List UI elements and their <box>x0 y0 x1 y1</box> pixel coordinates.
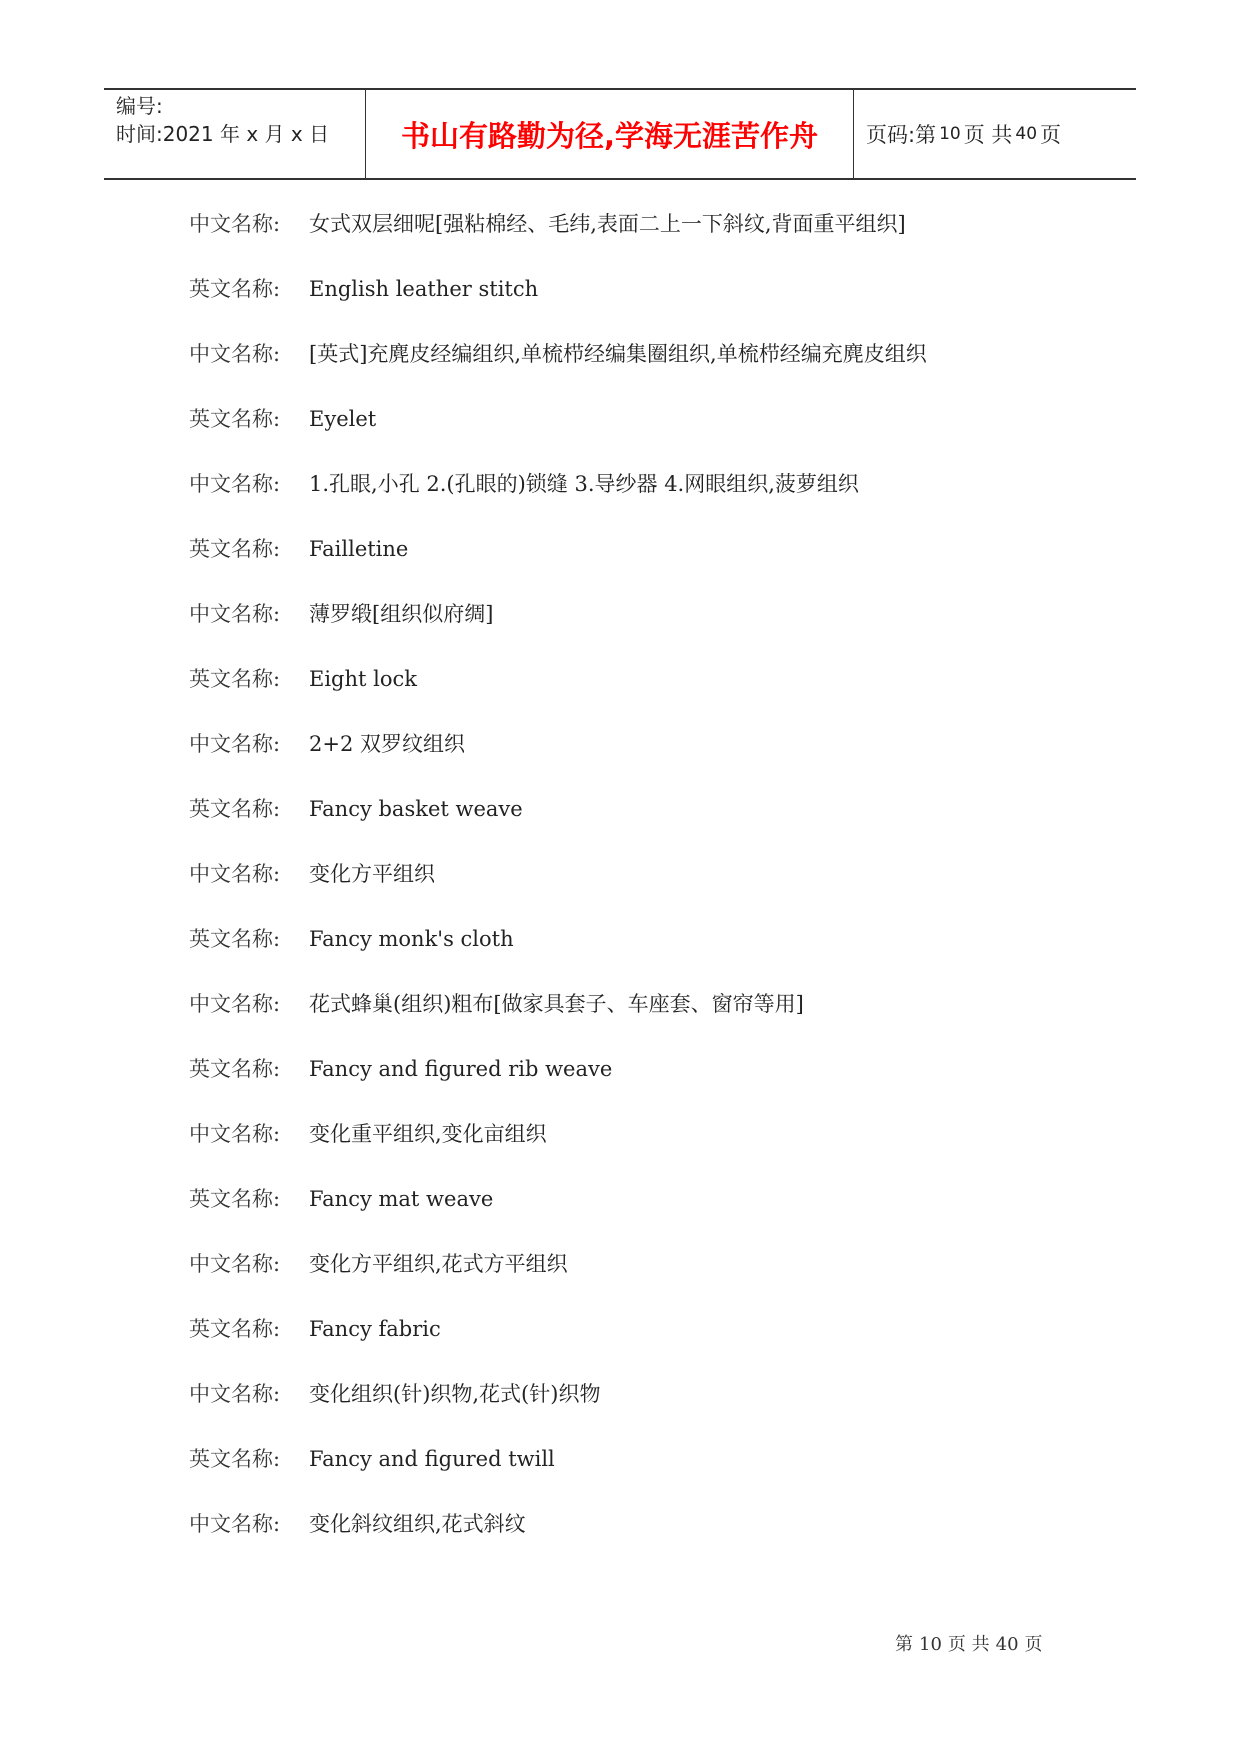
entry-value: 变化方平组织,花式方平组织 <box>309 1252 568 1276</box>
glossary-entry <box>189 1379 1089 1444</box>
entry-value: Fancy fabric <box>309 1317 441 1341</box>
entry-value: Fancy and figured twill <box>309 1447 555 1471</box>
entry-value: Fancy monk's cloth <box>309 927 514 951</box>
entry-label: 中文名称: <box>189 1512 281 1536</box>
glossary-entry <box>189 1184 1089 1249</box>
entry-label: 中文名称: <box>189 992 281 1016</box>
entry-label: 英文名称: <box>189 1187 281 1211</box>
entry-value: 1.孔眼,小孔 2.(孔眼的)锁缝 3.导纱器 4.网眼组织,菠萝组织 <box>309 472 859 496</box>
glossary-entry <box>189 1054 1089 1119</box>
entry-label: 英文名称: <box>189 537 281 561</box>
entry-value: English leather stitch <box>309 277 539 301</box>
footer-total: 40 <box>995 1634 1019 1655</box>
entry-label: 中文名称: <box>189 342 281 366</box>
glossary-entry <box>189 1314 1089 1379</box>
glossary-entry <box>189 534 1089 599</box>
entry-label: 中文名称: <box>189 1122 281 1146</box>
entry-label: 中文名称: <box>189 862 281 886</box>
glossary-entry <box>189 339 1089 404</box>
document-time-label: 时间:2021 年 x 月 x 日 <box>116 122 330 146</box>
entry-label: 英文名称: <box>189 1057 281 1081</box>
glossary-entries <box>189 209 1089 1574</box>
glossary-entry <box>189 1444 1089 1509</box>
glossary-entry <box>189 664 1089 729</box>
entry-label: 中文名称: <box>189 1382 281 1406</box>
glossary-entry <box>189 1249 1089 1314</box>
footer-mid: 页 共 <box>947 1634 990 1655</box>
header-page-info <box>854 90 1136 178</box>
page-mid: 页 共 <box>963 123 1013 147</box>
glossary-entry <box>189 1119 1089 1184</box>
glossary-entry <box>189 469 1089 534</box>
page-suffix: 页 <box>1040 123 1062 147</box>
glossary-entry <box>189 1509 1089 1574</box>
entry-value: 女式双层细呢[强粘棉经、毛纬,表面二上一下斜纹,背面重平组织] <box>309 212 906 236</box>
entry-label: 英文名称: <box>189 797 281 821</box>
page-header <box>104 88 1136 180</box>
entry-value: Fancy basket weave <box>309 797 523 821</box>
entry-label: 英文名称: <box>189 1447 281 1471</box>
entry-label: 中文名称: <box>189 212 281 236</box>
page-total: 40 <box>1015 124 1038 144</box>
glossary-entry <box>189 859 1089 924</box>
footer-current: 10 <box>919 1634 942 1655</box>
entry-label: 中文名称: <box>189 1252 281 1276</box>
entry-value: 花式蜂巢(组织)粗布[做家具套子、车座套、窗帘等用] <box>309 992 804 1016</box>
entry-label: 中文名称: <box>189 602 281 626</box>
header-motto: 书山有路勤为径,学海无涯苦作舟 <box>366 90 854 178</box>
entry-label: 中文名称: <box>189 732 281 756</box>
entry-label: 英文名称: <box>189 277 281 301</box>
glossary-entry <box>189 924 1089 989</box>
glossary-entry <box>189 404 1089 469</box>
entry-value: 薄罗缎[组织似府绸] <box>309 602 494 626</box>
entry-label: 英文名称: <box>189 667 281 691</box>
footer-suffix: 页 <box>1024 1634 1043 1655</box>
entry-value: Eight lock <box>309 667 417 691</box>
page-footer <box>895 1630 1043 1656</box>
entry-value: Fancy mat weave <box>309 1187 494 1211</box>
glossary-entry <box>189 729 1089 794</box>
entry-label: 英文名称: <box>189 927 281 951</box>
document-number-label: 编号: <box>116 94 163 118</box>
entry-value: 变化重平组织,变化亩组织 <box>309 1122 547 1146</box>
entry-value: 变化组织(针)织物,花式(针)织物 <box>309 1382 601 1406</box>
glossary-entry <box>189 599 1089 664</box>
entry-label: 英文名称: <box>189 1317 281 1341</box>
entry-label: 英文名称: <box>189 407 281 431</box>
entry-value: 变化方平组织 <box>309 862 435 886</box>
header-meta <box>104 90 366 178</box>
glossary-entry <box>189 274 1089 339</box>
glossary-entry <box>189 794 1089 859</box>
entry-value: [英式]充麂皮经编组织,单梳栉经编集圈组织,单梳栉经编充麂皮组织 <box>309 342 927 366</box>
entry-value: Fancy and figured rib weave <box>309 1057 613 1081</box>
glossary-entry <box>189 209 1089 274</box>
entry-value: 2+2 双罗纹组织 <box>309 732 465 756</box>
page-current: 10 <box>939 124 961 144</box>
entry-label: 中文名称: <box>189 472 281 496</box>
glossary-entry <box>189 989 1089 1054</box>
entry-value: 变化斜纹组织,花式斜纹 <box>309 1512 526 1536</box>
entry-value: Failletine <box>309 537 409 561</box>
footer-prefix: 第 <box>895 1634 913 1655</box>
page-prefix: 页码:第 <box>866 123 937 147</box>
entry-value: Eyelet <box>309 407 377 431</box>
